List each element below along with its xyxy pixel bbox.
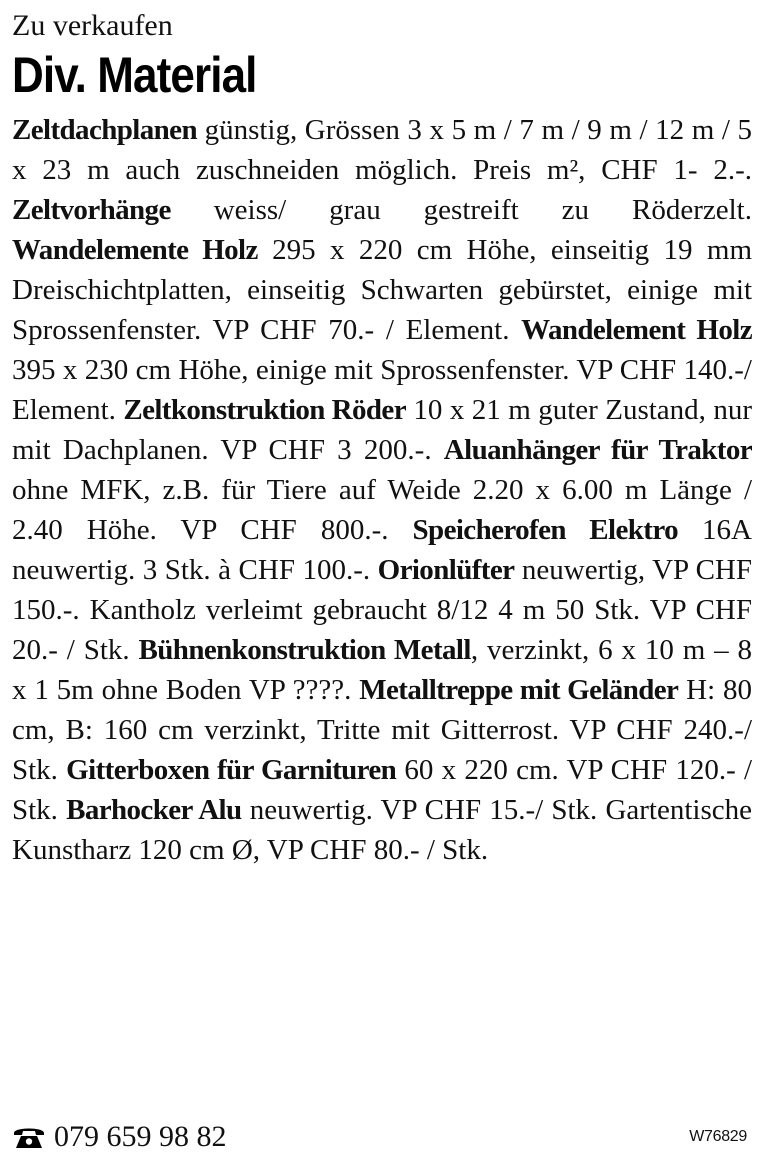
item-name: Bühnenkonstruktion Metall <box>138 634 471 666</box>
ad-body-text <box>12 110 752 870</box>
classified-ad <box>12 6 752 870</box>
item-name: Orionlüfter <box>377 554 515 586</box>
item-name: Barhocker Alu <box>66 794 242 826</box>
item-name: Zeltkonstruktion Röder <box>123 394 406 426</box>
ad-footer <box>12 1118 747 1156</box>
item-name: Zeltdachplanen <box>12 114 197 146</box>
item-description: weiss/ grau gestreift zu Röderzelt. <box>170 194 752 226</box>
item-name: Speicherofen Elektro <box>412 514 679 546</box>
item-name: Aluanhänger für Traktor <box>443 434 753 466</box>
telephone-icon <box>12 1124 46 1150</box>
item-description: 395 x 230 cm Höhe, einige mit Sprossenfenster. VP CHF 140.-/ Element. <box>12 354 752 426</box>
item-name: Zeltvorhänge <box>12 194 171 226</box>
item-name: Gitterboxen für Garnituren <box>66 754 397 786</box>
item-description: 60 x 220 cm. VP CHF 120.- / Stk. <box>12 754 753 826</box>
item-description: , verzinkt, 6 x 10 m – 8 x 1 5m ohne Boden VP ????. <box>12 634 753 706</box>
item-name: Wandelement Holz <box>521 314 752 346</box>
ad-headline: Div. Material <box>12 47 257 103</box>
item-description: ohne MFK, z.B. für Tiere auf Weide 2.20 x 6.00 m Länge / 2.40 Höhe. VP CHF 800.-. <box>12 474 752 546</box>
item-description: günstig, Grössen 3 x 5 m / 7 m / 9 m / 12 m / 5 x 23 m auch zuschneiden möglich. Preis m², CHF 1- 2.-. <box>12 114 752 186</box>
ad-reference-code: W76829 <box>689 1128 747 1145</box>
phone-number[interactable]: 079 659 98 82 <box>54 1120 227 1153</box>
item-description: 295 x 220 cm Höhe, einseitig 19 mm Dreischichtplatten, einseitig Schwarten gebürstet, einige mit Sprossenfenster. VP CHF 70.- / Element. <box>12 234 752 346</box>
item-description: H: 80 cm, B: 160 cm verzinkt, Tritte mit Gitterrost. VP CHF 240.-/ Stk. <box>12 674 752 786</box>
item-name: Wandelemente Holz <box>12 234 258 266</box>
item-description: neuwertig. VP CHF 15.-/ Stk. Gartentische Kunstharz 120 cm Ø, VP CHF 80.- / Stk. <box>12 794 752 866</box>
item-description: neuwertig, VP CHF 150.-. Kantholz verleimt gebraucht 8/12 4 m 50 Stk. VP CHF 20.- / Stk. <box>12 554 752 666</box>
item-name: Metalltreppe mit Geländer <box>359 674 679 706</box>
item-description: 10 x 21 m guter Zustand, nur mit Dachplanen. VP CHF 3 200.-. <box>12 394 753 466</box>
ad-kicker: Zu verkaufen <box>12 9 173 42</box>
item-description: 16A neuwertig. 3 Stk. à CHF 100.-. <box>12 514 752 586</box>
